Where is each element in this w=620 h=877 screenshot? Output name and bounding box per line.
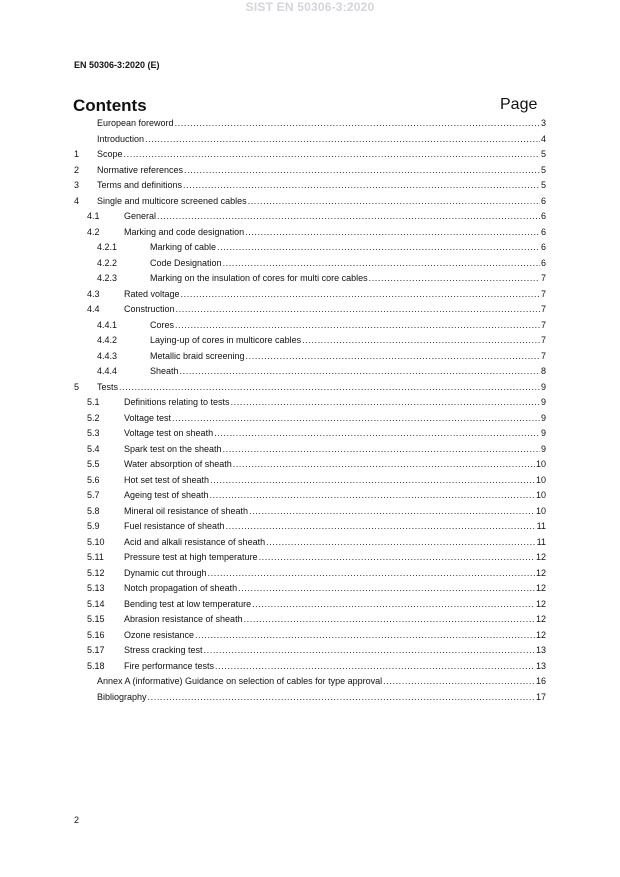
toc-entry-page: 10	[535, 490, 546, 500]
toc-entry-title: Terms and definitions	[97, 180, 183, 190]
dot-leader	[157, 209, 540, 225]
toc-entry-title: Cores	[150, 319, 175, 330]
dot-leader	[226, 519, 536, 535]
dot-leader	[369, 271, 540, 287]
toc-entry-title: Ozone resistance	[124, 629, 195, 640]
toc-entry-page: 9	[540, 428, 546, 438]
dot-leader	[175, 116, 540, 132]
toc-entry-page: 3	[540, 118, 546, 128]
toc-entry[interactable]	[74, 690, 546, 706]
toc-entry[interactable]	[74, 194, 546, 210]
toc-entry-number: 4.3	[87, 288, 100, 299]
toc-entry-page: 11	[536, 536, 546, 547]
toc-entry[interactable]	[74, 612, 546, 628]
toc-entry-page: 13	[535, 645, 546, 655]
dot-leader	[145, 132, 540, 148]
toc-entry-title: Introduction	[97, 133, 145, 144]
toc-entry-title: Marking on the insulation of cores for multi core cables	[150, 273, 368, 283]
toc-entry-page: 8	[540, 366, 546, 376]
toc-entry-page: 10	[535, 459, 546, 469]
dot-leader	[204, 643, 535, 659]
dot-leader	[175, 318, 540, 334]
toc-entry-page: 6	[540, 226, 546, 237]
dot-leader	[383, 674, 535, 690]
toc-entry-title: Water absorption of sheath	[124, 459, 232, 469]
toc-entry[interactable]	[74, 457, 546, 473]
toc-entry-page: 6	[540, 257, 546, 268]
toc-entry-page: 7	[540, 319, 546, 330]
dot-leader	[245, 225, 540, 241]
toc-entry-title: Voltage test on sheath	[124, 428, 214, 438]
toc-entry-number: 5.9	[87, 521, 100, 531]
toc-entry-page: 11	[536, 521, 546, 531]
toc-entry-number: 5.7	[87, 490, 100, 500]
toc-entry-number: 5.18	[87, 660, 105, 671]
toc-entry-number: 5.5	[87, 459, 100, 469]
contents-heading: Contents	[73, 96, 147, 115]
dot-leader	[238, 581, 535, 597]
toc-entry-number: 4.2.1	[97, 242, 118, 252]
toc-entry-number: 4.2.3	[97, 273, 118, 283]
dot-leader	[248, 194, 540, 210]
toc-entry[interactable]	[74, 256, 546, 272]
toc-entry-title: Single and multicore screened cables	[97, 195, 247, 206]
toc-entry-title: Mineral oil resistance of sheath	[124, 505, 249, 516]
toc-entry-number: 4.4.1	[97, 319, 118, 330]
dot-leader	[215, 659, 535, 675]
toc-entry-page: 5	[540, 149, 546, 159]
toc-entry-title: Laying-up of cores in multicore cables	[150, 335, 302, 345]
toc-entry-page: 7	[540, 288, 546, 299]
toc-entry-page: 7	[540, 304, 546, 314]
toc-entry[interactable]	[74, 628, 546, 644]
toc-entry-title: Scope	[97, 149, 123, 159]
toc-entry[interactable]	[74, 535, 546, 551]
toc-entry-number: 4.4	[87, 304, 100, 314]
dot-leader	[208, 566, 535, 582]
dot-leader	[148, 690, 535, 706]
toc-entry[interactable]	[74, 597, 546, 613]
toc-entry[interactable]	[74, 504, 546, 520]
dot-leader	[210, 473, 535, 489]
toc-entry-page: 16	[535, 676, 546, 686]
toc-entry-page: 9	[540, 397, 546, 407]
dot-leader	[172, 411, 540, 427]
toc-entry-number: 4.4.2	[97, 335, 118, 345]
toc-entry-page: 4	[540, 133, 546, 144]
toc-entry[interactable]	[74, 643, 546, 659]
toc-entry[interactable]	[74, 488, 546, 504]
toc-entry-page: 6	[540, 195, 546, 206]
dot-leader	[223, 442, 540, 458]
toc-entry-page: 13	[535, 660, 546, 671]
dot-leader	[214, 426, 540, 442]
toc-entry[interactable]	[74, 271, 546, 287]
toc-entry-page: 10	[535, 505, 546, 516]
toc-entry-title: Voltage test	[124, 412, 172, 423]
toc-entry[interactable]	[74, 581, 546, 597]
toc-entry-title: Spark test on the sheath	[124, 443, 222, 454]
toc-entry-number: 5.4	[87, 443, 100, 454]
toc-entry-title: Tests	[97, 381, 119, 392]
toc-entry[interactable]	[74, 132, 546, 148]
toc-entry[interactable]	[74, 426, 546, 442]
toc-entry-number: 5.11	[87, 552, 104, 562]
table-of-contents	[74, 116, 546, 705]
dot-leader	[210, 488, 535, 504]
page-number: 2	[74, 815, 80, 825]
toc-entry-title: Sheath	[150, 366, 179, 376]
toc-entry-title: General	[124, 211, 157, 221]
toc-entry-page: 12	[535, 567, 546, 578]
dot-leader	[180, 364, 540, 380]
document-id: EN 50306-3:2020 (E)	[74, 60, 160, 70]
toc-entry-page: 12	[535, 583, 546, 593]
dot-leader	[223, 256, 540, 272]
toc-entry-title: Dynamic cut through	[124, 567, 207, 578]
toc-entry-number: 5.2	[87, 412, 100, 423]
toc-entry-number: 5	[74, 381, 80, 392]
toc-entry-page: 12	[535, 598, 546, 609]
toc-entry-number: 5.1	[87, 397, 100, 407]
toc-entry-number: 5.14	[87, 598, 105, 609]
toc-entry[interactable]	[74, 674, 546, 690]
toc-entry-page: 12	[535, 629, 546, 640]
toc-entry-title: Bending test at low temperature	[124, 598, 252, 609]
toc-entry-page: 5	[540, 164, 546, 175]
toc-entry-title: Annex A (informative) Guidance on selection of cables for type approval	[97, 676, 383, 686]
toc-entry-number: 4.2.2	[97, 257, 118, 268]
toc-entry-title: Notch propagation of sheath	[124, 583, 238, 593]
dot-leader	[183, 178, 540, 194]
toc-entry-number: 5.8	[87, 505, 100, 516]
toc-entry[interactable]	[74, 116, 546, 132]
toc-entry-number: 5.3	[87, 428, 100, 438]
dot-leader	[176, 302, 540, 318]
dot-leader	[246, 349, 540, 365]
toc-entry[interactable]	[74, 411, 546, 427]
toc-entry-page: 9	[540, 443, 546, 454]
toc-entry[interactable]	[74, 318, 546, 334]
dot-leader	[302, 333, 540, 349]
dot-leader	[266, 535, 536, 551]
toc-entry[interactable]	[74, 178, 546, 194]
dot-leader	[119, 380, 540, 396]
toc-entry-number: 4.1	[87, 211, 100, 221]
toc-entry-title: Fuel resistance of sheath	[124, 521, 225, 531]
toc-entry-number: 5.17	[87, 645, 105, 655]
toc-entry-number: 3	[74, 180, 80, 190]
toc-entry-page: 17	[535, 691, 546, 702]
toc-entry[interactable]	[74, 225, 546, 241]
toc-entry-number: 1	[74, 149, 80, 159]
toc-entry[interactable]	[74, 442, 546, 458]
toc-entry-title: European foreword	[97, 118, 174, 128]
dot-leader	[249, 504, 535, 520]
toc-entry-page: 12	[535, 614, 546, 624]
toc-entry-number: 4.4.4	[97, 366, 118, 376]
toc-entry[interactable]	[74, 147, 546, 163]
page-column-label: Page	[500, 96, 538, 113]
toc-entry-page: 12	[535, 552, 546, 562]
toc-entry-page: 6	[540, 242, 546, 252]
toc-entry-page: 9	[540, 381, 546, 392]
dot-leader	[195, 628, 535, 644]
toc-entry[interactable]	[74, 333, 546, 349]
toc-entry-title: Stress cracking test	[124, 645, 203, 655]
toc-entry-number: 5.6	[87, 474, 100, 485]
toc-entry-number: 4.4.3	[97, 350, 118, 361]
dot-leader	[231, 395, 540, 411]
toc-entry-page: 9	[540, 412, 546, 423]
toc-entry[interactable]	[74, 364, 546, 380]
dot-leader	[244, 612, 535, 628]
toc-entry[interactable]	[74, 240, 546, 256]
toc-entry-title: Pressure test at high temperature	[124, 552, 258, 562]
toc-entry-title: Acid and alkali resistance of sheath	[124, 536, 266, 547]
toc-entry-title: Code Designation	[150, 257, 222, 268]
toc-entry-page: 6	[540, 211, 546, 221]
dot-leader	[259, 550, 535, 566]
toc-entry[interactable]	[74, 349, 546, 365]
toc-entry[interactable]	[74, 395, 546, 411]
dot-leader	[233, 457, 535, 473]
toc-entry-number: 5.10	[87, 536, 105, 547]
toc-entry-page: 5	[540, 180, 546, 190]
toc-entry-page: 7	[540, 335, 546, 345]
toc-entry-page: 10	[535, 474, 546, 485]
dot-leader	[252, 597, 535, 613]
toc-entry-title: Rated voltage	[124, 288, 180, 299]
toc-entry[interactable]	[74, 519, 546, 535]
toc-entry-number: 4.2	[87, 226, 100, 237]
dot-leader	[181, 287, 540, 303]
watermark: SIST EN 50306-3:2020	[245, 0, 375, 14]
toc-entry-number: 5.15	[87, 614, 105, 624]
toc-entry-title: Marking of cable	[150, 242, 217, 252]
toc-entry[interactable]	[74, 473, 546, 489]
dot-leader	[184, 163, 540, 179]
toc-entry-title: Ageing test of sheath	[124, 490, 209, 500]
toc-entry-number: 5.13	[87, 583, 105, 593]
toc-entry[interactable]	[74, 659, 546, 675]
toc-entry-title: Normative references	[97, 164, 184, 175]
toc-entry-title: Hot set test of sheath	[124, 474, 210, 485]
toc-entry[interactable]	[74, 380, 546, 396]
toc-entry[interactable]	[74, 163, 546, 179]
toc-entry[interactable]	[74, 550, 546, 566]
toc-entry-number: 5.16	[87, 629, 105, 640]
toc-entry-number: 4	[74, 195, 80, 206]
toc-entry[interactable]	[74, 287, 546, 303]
toc-entry[interactable]	[74, 566, 546, 582]
dot-leader	[217, 240, 540, 256]
toc-entry-number: 5.12	[87, 567, 105, 578]
toc-entry-title: Abrasion resistance of sheath	[124, 614, 243, 624]
toc-entry-title: Metallic braid screening	[150, 350, 245, 361]
toc-entry[interactable]	[74, 209, 546, 225]
toc-entry-title: Fire performance tests	[124, 660, 215, 671]
toc-entry-title: Construction	[124, 304, 175, 314]
toc-entry-page: 7	[540, 350, 546, 361]
dot-leader	[124, 147, 540, 163]
toc-entry-title: Marking and code designation	[124, 226, 245, 237]
toc-entry-title: Definitions relating to tests	[124, 397, 230, 407]
toc-entry-title: Bibliography	[97, 691, 147, 702]
toc-entry[interactable]	[74, 302, 546, 318]
toc-entry-page: 7	[540, 273, 546, 283]
toc-entry-number: 2	[74, 164, 80, 175]
